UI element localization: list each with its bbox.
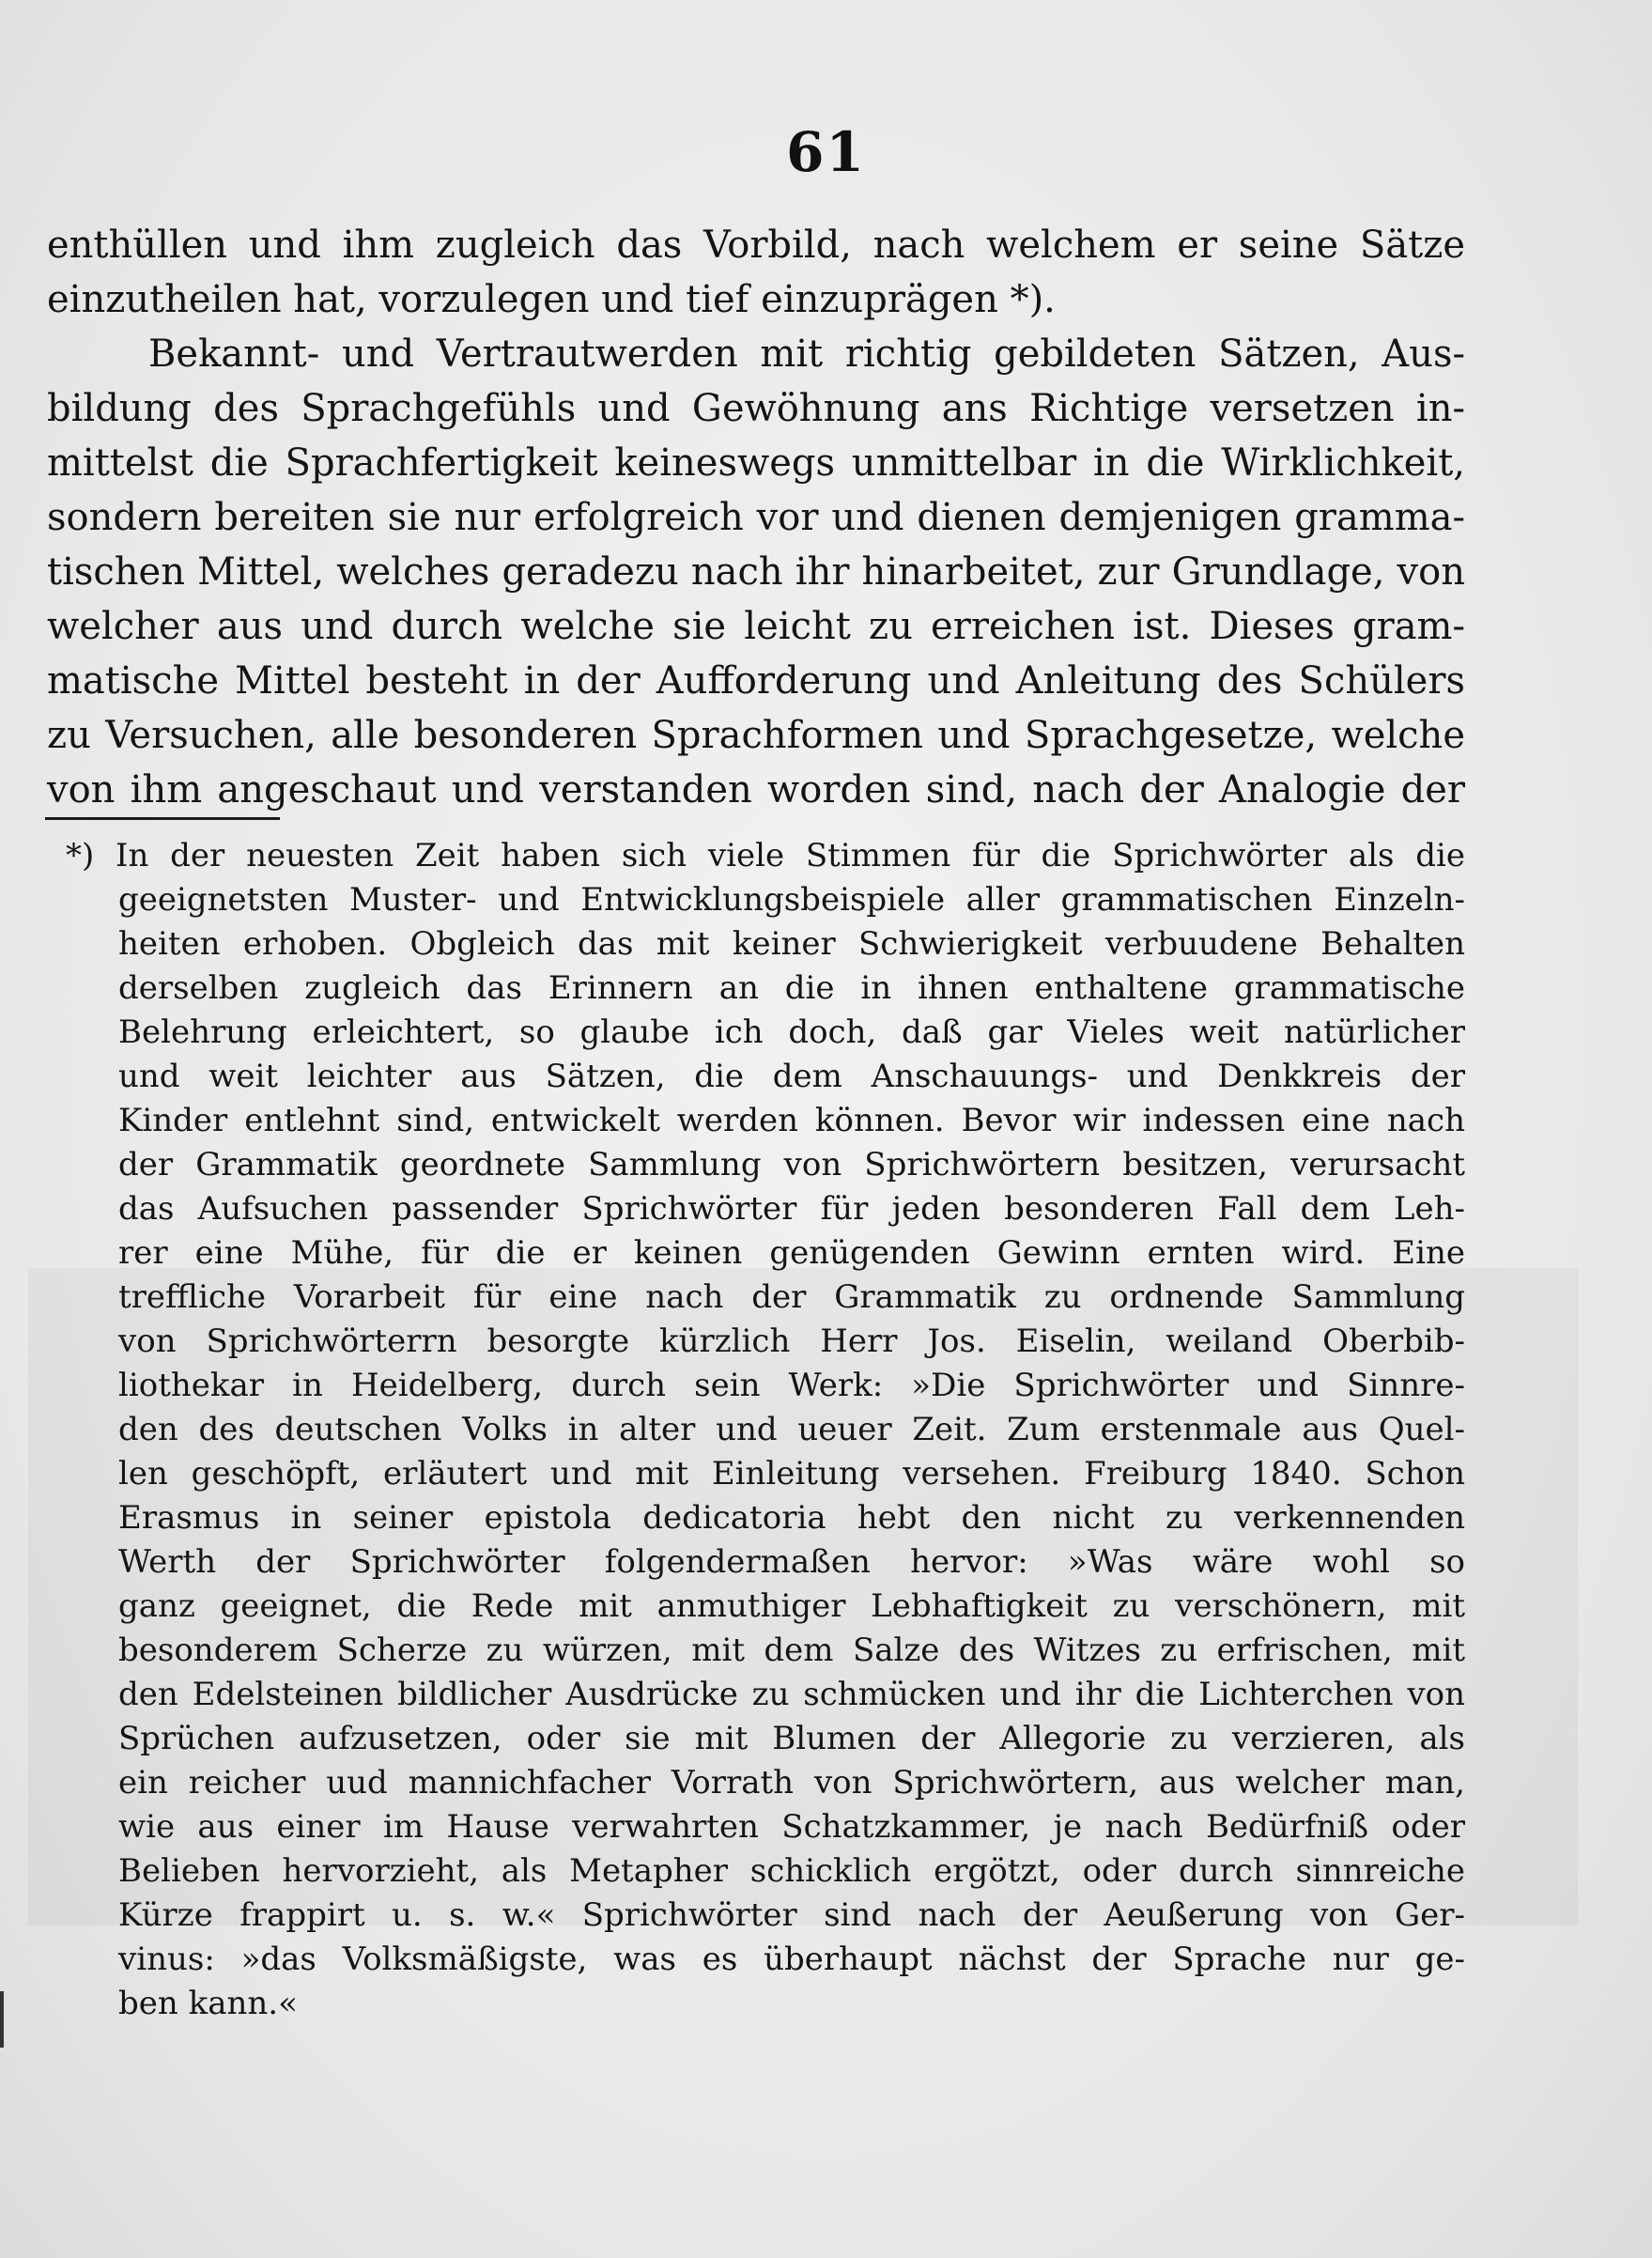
footnote-line: den Edelsteinen bildlicher Ausdrücke zu schmücken und ihr die Lichterchen von bbox=[118, 1676, 1465, 1713]
footnote-line: das Aufsuchen passender Sprichwörter für jeden besonderen Fall dem Leh- bbox=[118, 1190, 1465, 1228]
footnote-line: Werth der Sprichwörter folgendermaßen hervor: »Was wäre wohl so bbox=[118, 1543, 1465, 1581]
footnote-line: und weit leichter aus Sätzen, die dem Anschauungs- und Denkkreis der bbox=[118, 1058, 1465, 1095]
body-line: zu Versuchen, alle besonderen Sprachformen und Sprachgesetze, welche bbox=[47, 714, 1465, 757]
footnote-line: liothekar in Heidelberg, durch sein Werk: »Die Sprichwörter und Sinnre- bbox=[118, 1367, 1465, 1404]
page-number: 61 bbox=[786, 120, 866, 184]
footnote-line: Kinder entlehnt sind, entwickelt werden können. Bevor wir indessen eine nach bbox=[118, 1102, 1465, 1139]
body-line: sondern bereiten sie nur erfolgreich vor und dienen demjenigen gramma- bbox=[47, 496, 1465, 539]
footnote-line: besonderem Scherze zu würzen, mit dem Salze des Witzes zu erfrischen, mit bbox=[118, 1632, 1465, 1669]
footnote-line: ein reicher uud mannichfacher Vorrath von Sprichwörtern, aus welcher man, bbox=[118, 1764, 1465, 1802]
footnote-line: vinus: »das Volksmäßigste, was es überhaupt nächst der Sprache nur ge- bbox=[118, 1941, 1465, 1978]
footnote-line: *) In der neuesten Zeit haben sich viele Stimmen für die Sprichwörter als die bbox=[66, 837, 1465, 874]
body-line: matische Mittel besteht in der Aufforderung und Anleitung des Schülers bbox=[47, 659, 1465, 703]
footnote-line: wie aus einer im Hause verwahrten Schatzkammer, je nach Bedürfniß oder bbox=[118, 1808, 1465, 1846]
footnote-line: von Sprichwörterrn besorgte kürzlich Herr Jos. Eiselin, weiland Oberbib- bbox=[118, 1322, 1465, 1360]
footnote-line: Kürze frappirt u. s. w.« Sprichwörter sind nach der Aeußerung von Ger- bbox=[118, 1896, 1465, 1934]
footnote-line: heiten erhoben. Obgleich das mit keiner Schwierigkeit verbuudene Behalten bbox=[118, 925, 1465, 963]
body-line: tischen Mittel, welches geradezu nach ihr hinarbeitet, zur Grundlage, von bbox=[47, 550, 1465, 594]
body-text bbox=[47, 218, 1465, 817]
footnote-line: Erasmus in seiner epistola dedicatoria hebt den nicht zu verkennenden bbox=[118, 1499, 1465, 1537]
footnote-line: den des deutschen Volks in alter und ueuer Zeit. Zum erstenmale aus Quel- bbox=[118, 1411, 1465, 1448]
footnote-line: der Grammatik geordnete Sammlung von Sprichwörtern besitzen, verursacht bbox=[118, 1146, 1465, 1183]
body-line: welcher aus und durch welche sie leicht zu erreichen ist. Dieses gram- bbox=[47, 605, 1465, 648]
footnote bbox=[47, 834, 1465, 2026]
body-line: von ihm angeschaut und verstanden worden sind, nach der Analogie der bbox=[47, 768, 1465, 812]
body-line: enthüllen und ihm zugleich das Vorbild, nach welchem er seine Sätze bbox=[47, 224, 1465, 267]
footnote-line: len geschöpft, erläutert und mit Einleitung versehen. Freiburg 1840. Schon bbox=[118, 1455, 1465, 1492]
footnote-line: ben kann.« bbox=[118, 1985, 298, 2022]
body-line: Bekannt- und Vertrautwerden mit richtig gebildeten Sätzen, Aus- bbox=[148, 333, 1465, 376]
footnote-line: Belehrung erleichtert, so glaube ich doch, daß gar Vieles weit natürlicher bbox=[118, 1013, 1465, 1051]
footnote-line: treffliche Vorarbeit für eine nach der Grammatik zu ordnende Sammlung bbox=[118, 1278, 1465, 1316]
footnote-line: Sprüchen aufzusetzen, oder sie mit Blumen der Allegorie zu verzieren, als bbox=[118, 1720, 1465, 1757]
footnote-line: ganz geeignet, die Rede mit anmuthiger Lebhaftigkeit zu verschönern, mit bbox=[118, 1587, 1465, 1625]
footnote-line: geeignetsten Muster- und Entwicklungsbeispiele aller grammatischen Einzeln- bbox=[118, 881, 1465, 919]
page-edge-mark bbox=[0, 1991, 4, 2048]
footnote-line: Belieben hervorzieht, als Metapher schicklich ergötzt, oder durch sinnreiche bbox=[118, 1852, 1465, 1890]
footnote-line: derselben zugleich das Erinnern an die in ihnen enthaltene grammatische bbox=[118, 969, 1465, 1007]
footnote-separator bbox=[45, 817, 280, 820]
body-line: mittelst die Sprachfertigkeit keineswegs unmittelbar in die Wirklichkeit, bbox=[47, 441, 1465, 485]
body-line: einzutheilen hat, vorzulegen und tief einzuprägen *). bbox=[47, 278, 1056, 321]
footnote-line: rer eine Mühe, für die er keinen genügenden Gewinn ernten wird. Eine bbox=[118, 1234, 1465, 1272]
body-line: bildung des Sprachgefühls und Gewöhnung ans Richtige versetzen in- bbox=[47, 387, 1465, 430]
